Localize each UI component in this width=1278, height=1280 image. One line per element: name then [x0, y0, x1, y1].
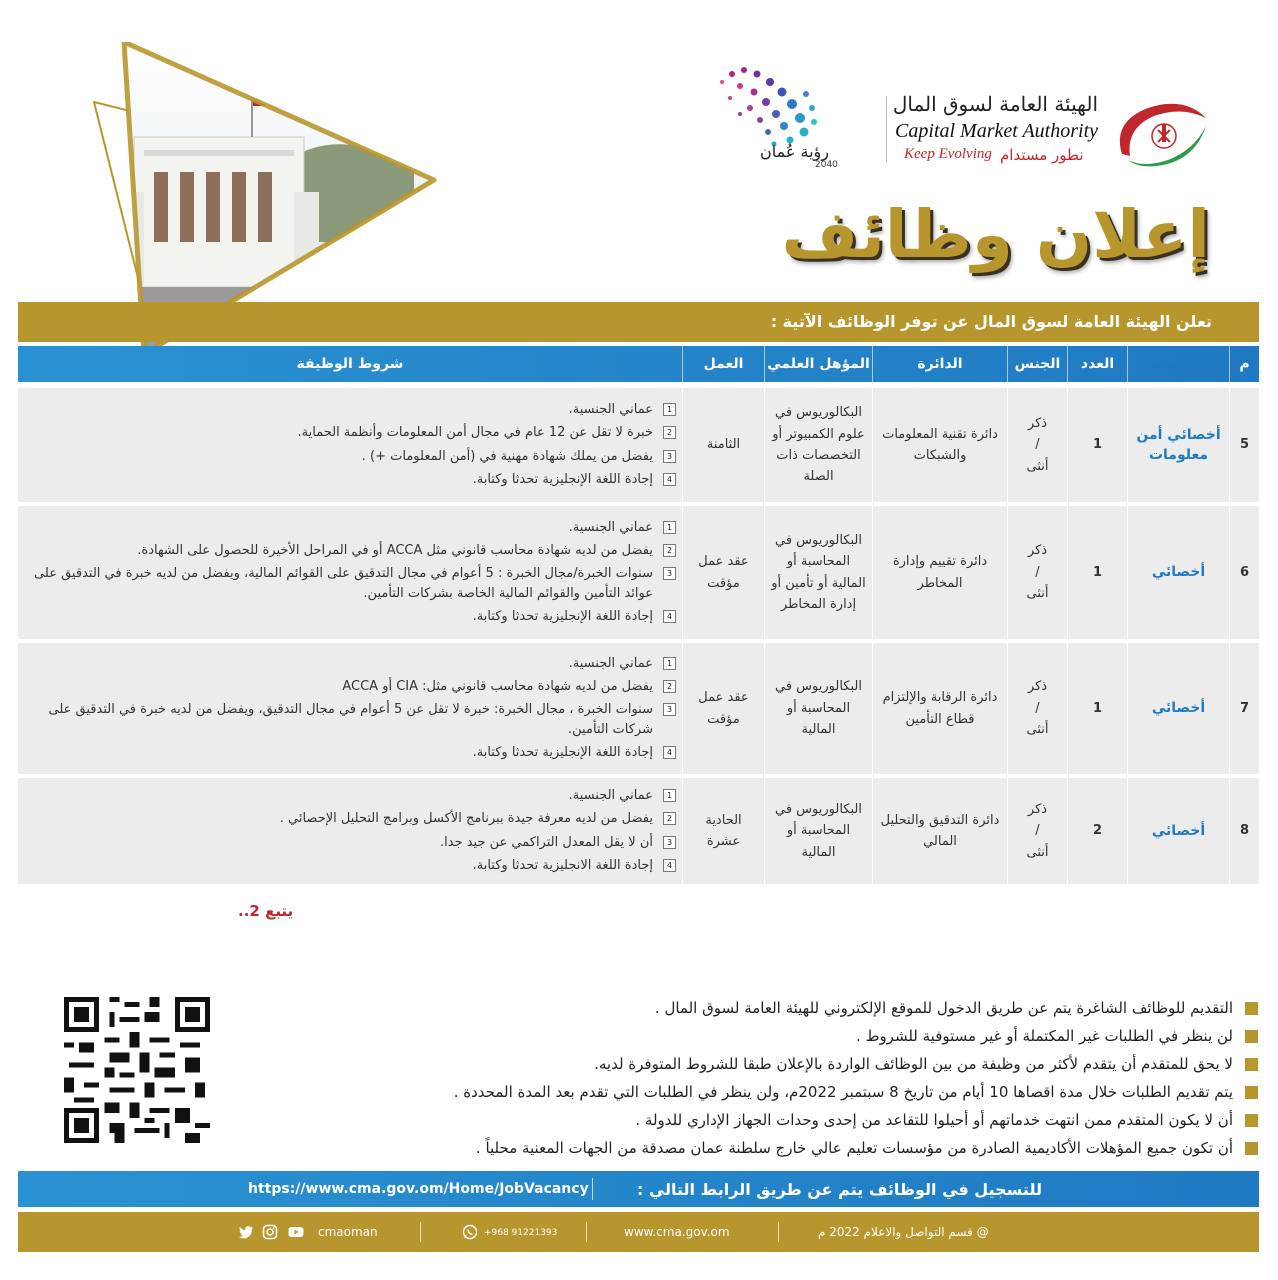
oman-vision-2040-logo — [702, 52, 882, 182]
note-item: يتم تقديم الطلبات خلال مدة اقصاها 10 أيام من تاريخ 8 سبتمبر 2022م، ولن ينظر في الطلبات التي تقدم بعد المدة المحددة . — [360, 1078, 1258, 1106]
gender — [1007, 643, 1067, 774]
vision-year: 2040 — [815, 160, 838, 170]
job-count: 2 — [1067, 778, 1127, 884]
footer-divider — [420, 1222, 421, 1242]
whatsapp-icon[interactable] — [462, 1224, 478, 1240]
page-title: إعلان وظائف — [781, 196, 1210, 273]
gender-slash: / — [1035, 823, 1040, 839]
condition-item: 1 عماني الجنسية. — [28, 400, 676, 420]
qualification: البكالوريوس في المحاسبة أو المالية — [764, 778, 872, 884]
authority-name-en: Capital Market Authority — [895, 120, 1098, 142]
slogan-ar: نطور مستدام — [1000, 146, 1084, 164]
condition-item: 1 عماني الجنسية. — [28, 786, 676, 806]
col-header-count: العدد — [1067, 346, 1127, 382]
gender-female: أنثى — [1026, 458, 1049, 474]
gender-male: ذكر — [1027, 679, 1048, 695]
col-header-department: الدائرة — [872, 346, 1007, 382]
department: دائرة الرقابة والإلتزام قطاع التأمين — [872, 643, 1007, 774]
qr-code-icon[interactable] — [64, 996, 210, 1144]
job-conditions — [18, 506, 682, 639]
note-item: لن ينظر في الطلبات غير المكتملة أو غير مستوفية للشروط . — [360, 1022, 1258, 1050]
row-index: 5 — [1229, 388, 1259, 502]
gender-slash: / — [1035, 437, 1040, 453]
condition-item: 2 يفضل من لديه شهادة محاسب قانوني مثل: CIA أو ACCA — [28, 677, 676, 697]
department: دائرة تقنية المعلومات والشبكات — [872, 388, 1007, 502]
continued-label: يتبع 2.. — [238, 902, 294, 920]
register-label: للتسجيل في الوظائف يتم عن طريق الرابط التالي : — [636, 1180, 1042, 1199]
job-conditions — [18, 778, 682, 884]
department: دائرة تقييم وإدارة المخاطر — [872, 506, 1007, 639]
condition-item: 1 عماني الجنسية. — [28, 654, 676, 674]
youtube-icon[interactable] — [288, 1224, 304, 1240]
row-index: 8 — [1229, 778, 1259, 884]
gender-female: أنثى — [1026, 586, 1049, 602]
work-grade: عقد عمل مؤقت — [682, 506, 764, 639]
condition-item: 2 يفضل من لديه شهادة محاسب قانوني مثل ACCA أو في المراحل الأخيرة للحصول على الشهادة. — [28, 541, 676, 561]
work-grade: الثامنة — [682, 388, 764, 502]
qualification: البكالوريوس في علوم الكمبيوتر أو التخصصات ذات الصلة — [764, 388, 872, 502]
gender-male: ذكر — [1027, 543, 1048, 559]
condition-item: 4 إجادة اللغة الإنجليزية تحدثا وكتابة. — [28, 470, 676, 490]
footer-website[interactable]: www.cma.gov.om — [624, 1225, 730, 1239]
intro-text: تعلن الهيئة العامة لسوق المال عن توفر الوظائف الآتية : — [770, 312, 1212, 331]
note-item: أن لا يكون المتقدم ممن انتهت خدماتهم أو أحيلوا للتقاعد من إحدى وحدات الجهاز الإداري للدولة . — [360, 1106, 1258, 1134]
note-item: لا يحق للمتقدم أن يتقدم لأكثر من وظيفة من بين الوظائف الواردة بالإعلان طبقا للشروط المتوفرة لديه. — [360, 1050, 1258, 1078]
bullet-square-icon — [1245, 1058, 1258, 1071]
qualification: البكالوريوس في المحاسبة أو المالية — [764, 643, 872, 774]
gender-female: أنثى — [1026, 722, 1049, 738]
condition-item: 2 خبرة لا تقل عن 12 عام في مجال أمن المعلومات وأنظمة الحماية. — [28, 423, 676, 443]
table-row — [18, 506, 1259, 639]
cma-emblem-logo — [1108, 96, 1212, 168]
job-title: أخصائي — [1127, 506, 1229, 639]
condition-item: 3 سنوات الخبرة ، مجال الخبرة: خبرة لا تقل عن 5 أعوام في مجال التدقيق، ويفضل من لديه خبرة في التدقيق على شركات التأمين. — [28, 700, 676, 740]
footer-copyright: @ قسم التواصل والاعلام 2022 م — [818, 1225, 989, 1239]
condition-item: 3 يفضل من يملك شهادة مهنية في (أمن المعلومات +) . — [28, 447, 676, 467]
footer-whatsapp[interactable]: +968 91221393 — [484, 1228, 558, 1238]
job-count: 1 — [1067, 388, 1127, 502]
logo-divider — [886, 96, 887, 162]
col-header-conditions: شروط الوظيفة — [296, 356, 404, 372]
job-title: أخصائي — [1127, 643, 1229, 774]
gender-female: أنثى — [1026, 844, 1049, 860]
job-title: أخصائي — [1127, 778, 1229, 884]
condition-item: 2 يفضل من لديه معرفة جيدة ببرنامج الأكسل وبرامج التحليل الإحصائي . — [28, 809, 676, 829]
footer-social-handle[interactable]: cmaoman — [318, 1225, 378, 1239]
gender — [1007, 506, 1067, 639]
instagram-icon[interactable] — [262, 1224, 278, 1240]
note-item: أن تكون جميع المؤهلات الأكاديمية الصادرة من مؤسسات تعليم عالي خارج سلطنة عمان مصدقة من الجهات المعنية محلياً . — [360, 1134, 1258, 1162]
bullet-square-icon — [1245, 1142, 1258, 1155]
bullet-square-icon — [1245, 1002, 1258, 1015]
footer-divider — [586, 1222, 587, 1242]
department: دائرة التدقيق والتحليل المالي — [872, 778, 1007, 884]
table-row — [18, 778, 1259, 884]
job-title: أخصائي أمن معلومات — [1127, 388, 1229, 502]
gender-male: ذكر — [1027, 801, 1048, 817]
gender-slash: / — [1035, 564, 1040, 580]
twitter-icon[interactable] — [238, 1224, 254, 1240]
footer-divider — [778, 1222, 779, 1242]
work-grade: الحادية عشرة — [682, 778, 764, 884]
condition-item: 4 إجادة اللغة الانجليزية تحدثا وكتابة. — [28, 856, 676, 876]
condition-item: 1 عماني الجنسية. — [28, 518, 676, 538]
authority-name-ar: الهيئة العامة لسوق المال — [892, 92, 1098, 116]
slogan-en: Keep Evolving — [904, 146, 992, 162]
condition-item: 4 إجادة اللغة الإنجليزية تحدثا وكتابة. — [28, 607, 676, 627]
col-header-gender: الجنس — [1007, 346, 1067, 382]
gender — [1007, 388, 1067, 502]
row-index: 7 — [1229, 643, 1259, 774]
register-link[interactable]: https://www.cma.gov.om/Home/JobVacancy — [248, 1181, 589, 1197]
job-conditions — [18, 388, 682, 502]
vision-label: رؤية عُمان — [760, 142, 829, 161]
condition-item: 4 إجادة اللغة الإنجليزية تحدثا وكتابة. — [28, 743, 676, 763]
notes-list — [360, 994, 1258, 1162]
table-row — [18, 388, 1259, 502]
col-header-job: الوظيفة — [1127, 346, 1229, 382]
condition-item: 3 أن لا يقل المعدل التراكمي عن جيد جدا. — [28, 833, 676, 853]
note-item: التقديم للوظائف الشاغرة يتم عن طريق الدخول للموقع الإلكتروني للهيئة العامة لسوق المال . — [360, 994, 1258, 1022]
job-count: 1 — [1067, 643, 1127, 774]
work-grade: عقد عمل مؤقت — [682, 643, 764, 774]
row-index: 6 — [1229, 506, 1259, 639]
table-row — [18, 643, 1259, 774]
register-divider — [592, 1178, 593, 1200]
job-count: 1 — [1067, 506, 1127, 639]
col-header-index: م — [1229, 346, 1259, 382]
table-header — [18, 346, 1259, 382]
bullet-square-icon — [1245, 1086, 1258, 1099]
bullet-square-icon — [1245, 1114, 1258, 1127]
bullet-square-icon — [1245, 1030, 1258, 1043]
qualification: البكالوريوس في المحاسبة أو المالية أو تأمين أو إدارة المخاطر — [764, 506, 872, 639]
job-conditions — [18, 643, 682, 774]
condition-item: 3 سنوات الخبرة/مجال الخبرة : 5 أعوام في مجال التدقيق على القوائم المالية، ويفضل من لديه خبرة في التدقيق على عوائد التأمين والقوائم المالية الخاصة بشركات التأمين. — [28, 564, 676, 604]
col-header-work: العمل — [682, 346, 764, 382]
gender-male: ذكر — [1027, 415, 1048, 431]
gender — [1007, 778, 1067, 884]
col-header-qualification: المؤهل العلمي — [764, 346, 872, 382]
gender-slash: / — [1035, 700, 1040, 716]
